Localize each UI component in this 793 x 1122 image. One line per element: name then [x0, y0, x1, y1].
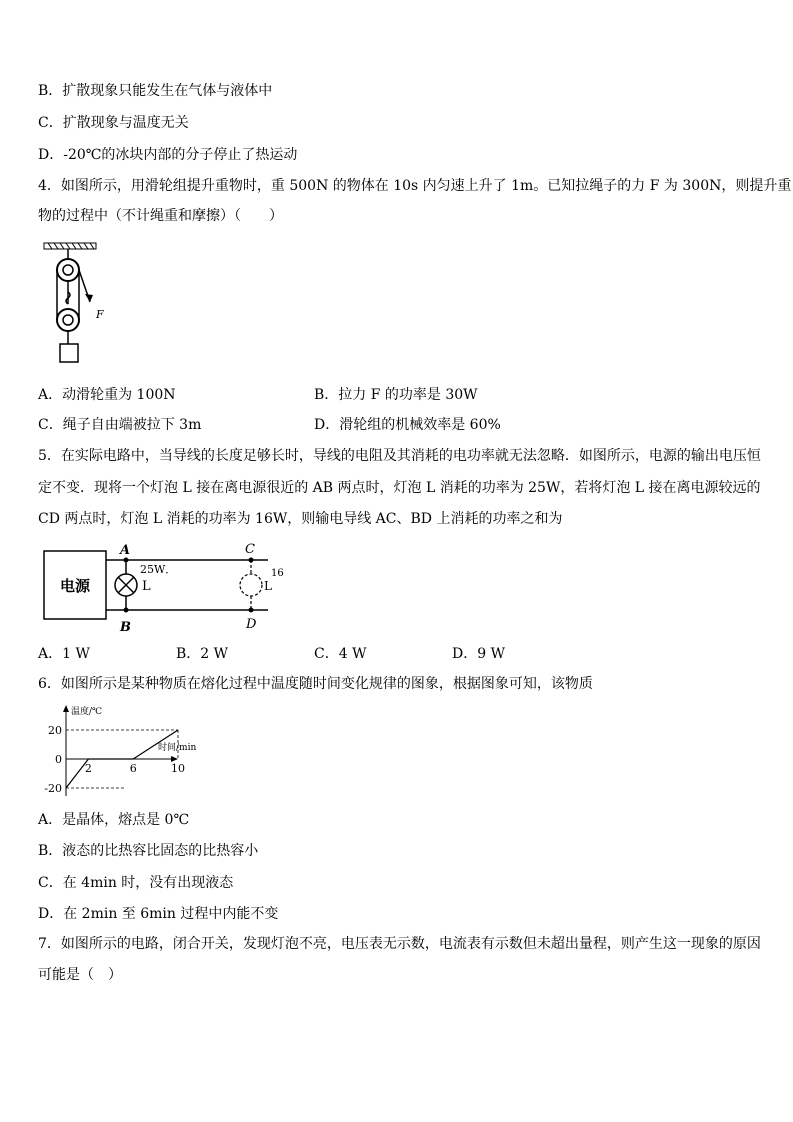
q4-option-b: B．拉力 F 的功率是 30W: [314, 387, 478, 403]
q7-stem-line2: 可能是（ ）: [38, 967, 122, 983]
x-tick-label: 6: [129, 762, 137, 775]
q6-option-d: D．在 2min 至 6min 过程中内能不变: [38, 906, 279, 922]
lamp-label: L: [142, 579, 151, 594]
y-tick-label: -20: [44, 782, 62, 795]
point-d-label: D: [246, 617, 257, 632]
force-label: F: [96, 308, 104, 321]
q4-option-a: A．动滑轮重为 100N: [38, 387, 176, 403]
q5-option-a: A．1 W: [38, 646, 90, 662]
melting-chart: [38, 702, 238, 798]
q5-option-d: D．9 W: [452, 646, 505, 662]
q5-stem-line3: CD 两点时，灯泡 L 消耗的功率为 16W，则输电导线 AC、BD 上消耗的功率之和为: [38, 511, 563, 527]
x-tick-label: 2: [84, 762, 92, 775]
prev-option-d: D．-20℃的冰块内部的分子停止了热运动: [38, 147, 298, 163]
q5-stem-line2: 定不变．现将一个灯泡 L 接在离电源很近的 AB 两点时，灯泡 L 消耗的功率为 25W，若将灯泡 L 接在离电源较远的: [38, 480, 761, 496]
q6-option-c: C．在 4min 时，没有出现液态: [38, 875, 234, 891]
prev-option-b: B．扩散现象只能发生在气体与液体中: [38, 83, 273, 99]
q5-stem-line1: 5．在实际电路中，当导线的长度足够长时，导线的电阻及其消耗的电功率就无法忽略．如图所示，电源的输出电压恒: [38, 448, 761, 464]
point-a-label: A: [120, 543, 131, 558]
y-axis-label: 温度/℃: [71, 707, 103, 717]
lamp2-power-note: 16: [271, 568, 284, 579]
y-tick-label: 0: [55, 753, 62, 766]
point-c-label: C: [245, 542, 255, 557]
q5-option-c: C．4 W: [314, 646, 367, 662]
lamp2-label: L: [264, 579, 272, 593]
q6-option-b: B．液态的比热容比固态的比热容小: [38, 843, 259, 859]
circuit-figure: [38, 540, 298, 638]
q4-stem-line1: 4．如图所示，用滑轮组提升重物时，重 500N 的物体在 10s 内匀速上升了 1m。已知拉绳子的力 F 为 300N，则提升重: [38, 178, 792, 194]
movable-pulley: [57, 309, 79, 331]
q4-option-d: D．滑轮组的机械效率是 60%: [314, 417, 501, 433]
x-axis-label: 时间/min: [158, 743, 197, 753]
lamp-dashed-icon: [240, 574, 262, 596]
prev-option-c: C．扩散现象与温度无关: [38, 115, 189, 131]
q4-option-c: C．绳子自由端被拉下 3m: [38, 417, 202, 433]
load-block: [60, 344, 78, 362]
fixed-pulley: [57, 259, 79, 281]
lamp-power-note: 25W．: [140, 563, 177, 576]
power-source-label: 电源: [59, 577, 91, 595]
y-axis-arrow-icon: [63, 705, 69, 712]
q4-stem-line2: 物的过程中（不计绳重和摩擦）（ ）: [38, 208, 283, 224]
point-b-label: B: [120, 620, 131, 635]
q6-option-a: A．是晶体，熔点是 0℃: [38, 812, 190, 828]
y-tick-label: 20: [48, 724, 62, 737]
x-tick-label: 10: [171, 762, 185, 775]
q5-option-b: B．2 W: [176, 646, 229, 662]
q6-stem: 6．如图所示是某种物质在熔化过程中温度随时间变化规律的图象，根据图象可知，该物质: [38, 676, 593, 692]
q7-stem-line1: 7．如图所示的电路，闭合开关，发现灯泡不亮，电压表无示数，电流表有示数但未超出量程，则产生这一现象的原因: [38, 936, 761, 952]
pulley-figure: [38, 240, 118, 370]
